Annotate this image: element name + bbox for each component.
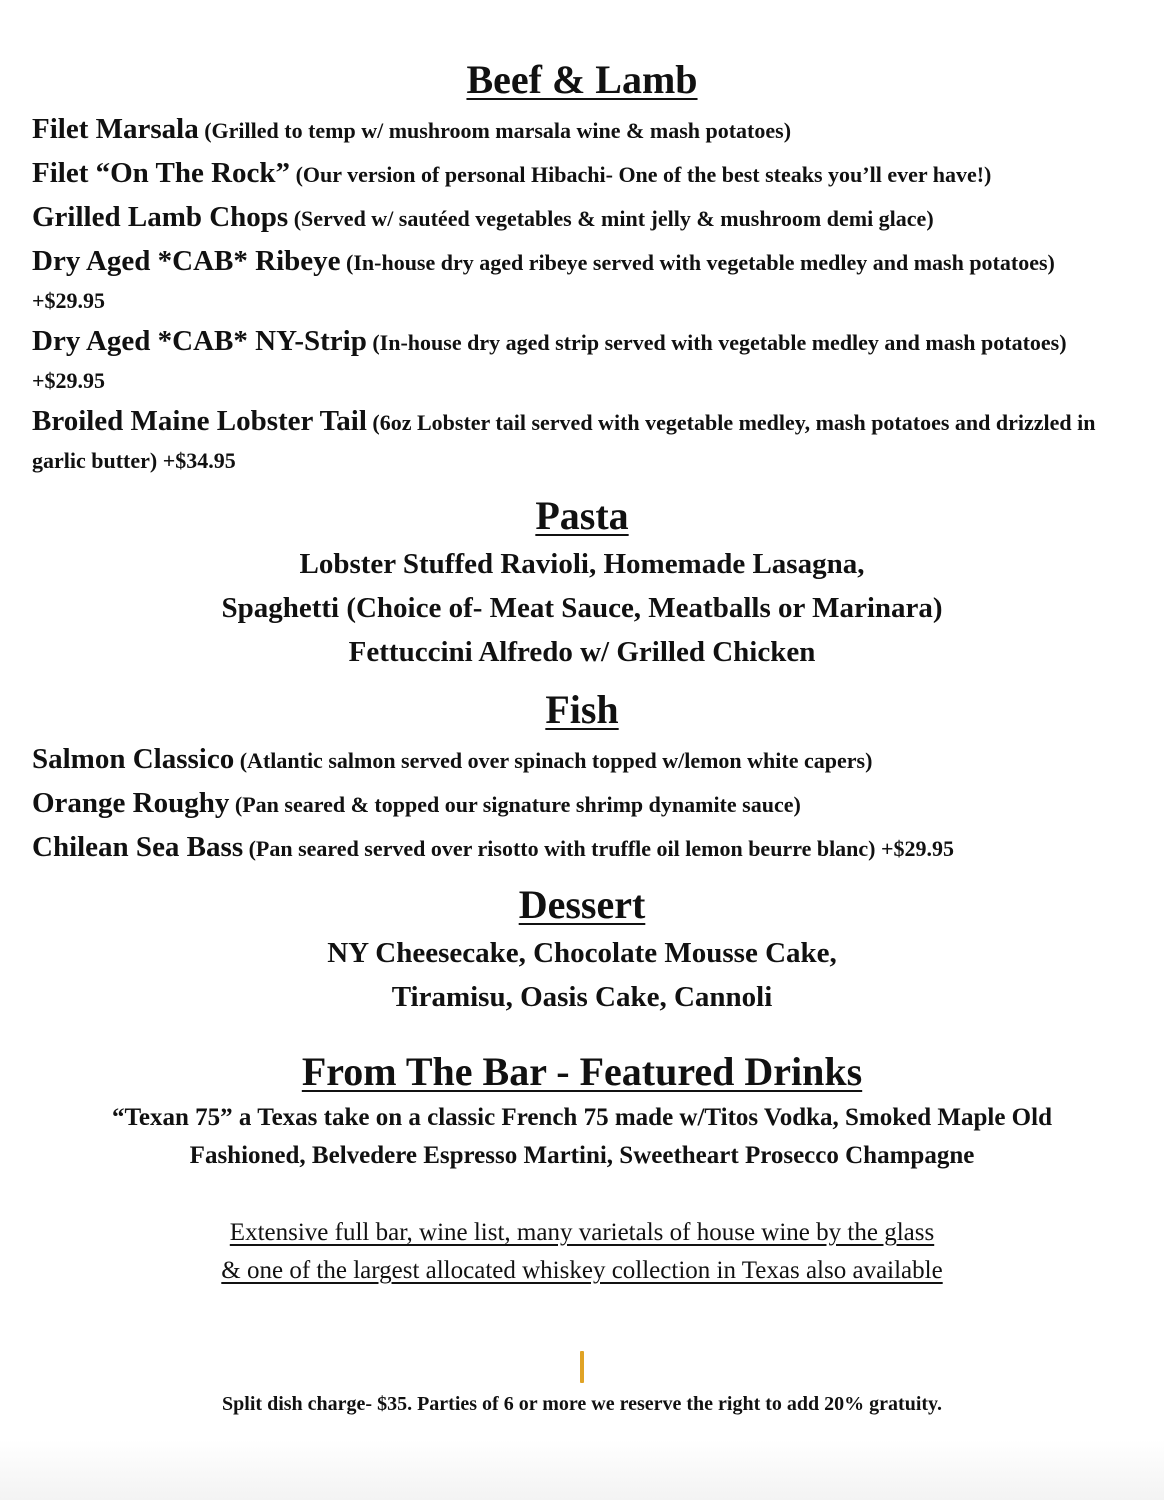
section-title-dessert: Dessert [518, 882, 646, 927]
menu-item-desc: (Pan seared served over risotto with truffle oil lemon beurre blanc) +$29.95 [243, 836, 955, 861]
dessert-line: NY Cheesecake, Chocolate Mousse Cake, [327, 937, 837, 969]
menu-item [32, 402, 1112, 480]
footer-note: Split dish charge- $35. Parties of 6 or more we reserve the right to add 20% gratuity. [222, 1393, 942, 1415]
featured-drinks: “Texan 75” a Texas take on a classic French 75 made w/Titos Vodka, Smoked Maple Old Fashioned, Belvedere Espresso Martini, Sweetheart Prosecco Champagne [112, 1104, 1052, 1169]
menu-item-name: Dry Aged *CAB* NY-Strip [32, 325, 367, 357]
menu-item-desc: (Pan seared & topped our signature shrimp dynamite sauce) [229, 792, 801, 817]
bar-note: & one of the largest allocated whiskey collection in Texas also available [221, 1257, 943, 1284]
pasta-line: Fettuccini Alfredo w/ Grilled Chicken [348, 636, 816, 668]
menu-item-desc: (Our version of personal Hibachi- One of the best steaks you’ll ever have!) [290, 162, 992, 187]
menu-item-desc: (Atlantic salmon served over spinach topped w/lemon white capers) [234, 748, 873, 773]
pasta-line: Lobster Stuffed Ravioli, Homemade Lasagna, [299, 548, 865, 580]
section-title-bar: From The Bar - Featured Drinks [301, 1049, 863, 1094]
menu-item-desc: (In-house dry aged strip served with vegetable medley and mash potatoes) +$29.95 [32, 330, 1067, 393]
menu-item-name: Orange Roughy [32, 787, 230, 819]
dessert-line: Tiramisu, Oasis Cake, Cannoli [391, 981, 773, 1013]
section-title-fish: Fish [545, 687, 619, 732]
menu-item [32, 322, 1082, 400]
menu-item [32, 242, 1062, 320]
menu-item-name: Broiled Maine Lobster Tail [32, 405, 367, 437]
menu-item-desc: (Grilled to temp w/ mushroom marsala wine & mash potatoes) [198, 118, 792, 143]
menu-item [32, 784, 1132, 824]
menu-item-name: Salmon Classico [32, 743, 235, 775]
menu-item-name: Grilled Lamb Chops [32, 201, 289, 233]
menu-item [32, 198, 1132, 238]
menu-item-name: Chilean Sea Bass [32, 831, 244, 863]
section-title-pasta: Pasta [535, 493, 629, 538]
accent-divider [580, 1351, 584, 1383]
menu-item-name: Filet “On The Rock” [32, 157, 291, 189]
menu-item-desc: (6oz Lobster tail served with vegetable medley, mash potatoes and drizzled in garlic butter) +$34.95 [32, 410, 1096, 473]
menu-item-desc: (In-house dry aged ribeye served with vegetable medley and mash potatoes) +$29.95 [32, 250, 1055, 313]
menu-item-name: Filet Marsala [32, 113, 199, 145]
bar-note: Extensive full bar, wine list, many varietals of house wine by the glass [229, 1219, 935, 1246]
menu-item [32, 154, 1132, 194]
pasta-line: Spaghetti (Choice of- Meat Sauce, Meatballs or Marinara) [221, 592, 943, 624]
menu-item [32, 740, 1132, 780]
menu-item [32, 828, 1132, 868]
menu-item [32, 110, 1132, 150]
menu-item-name: Dry Aged *CAB* Ribeye [32, 245, 341, 277]
menu-item-desc: (Served w/ sautéed vegetables & mint jelly & mushroom demi glace) [288, 206, 934, 231]
section-title-beef-lamb: Beef & Lamb [466, 57, 698, 102]
